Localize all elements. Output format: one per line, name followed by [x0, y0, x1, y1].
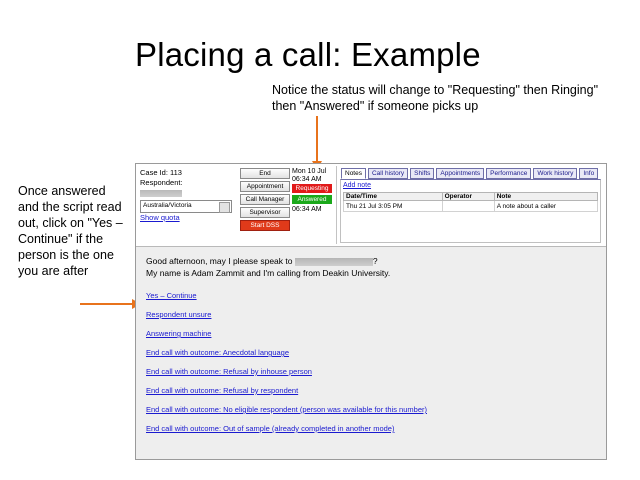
call-status-column — [292, 168, 340, 214]
add-note-link[interactable]: Add note — [343, 182, 372, 189]
column-datetime: Date/Time — [344, 193, 443, 201]
notes-table — [343, 192, 598, 212]
option-refusal-respondent[interactable]: End call with outcome: Refusal by respondent — [146, 386, 299, 395]
status-time-1: 06:34 AM — [292, 176, 322, 183]
table-header-row — [344, 193, 598, 201]
option-anecdotal-language[interactable]: End call with outcome: Anecdotal language — [146, 348, 290, 357]
case-id-label: Case Id: 113 — [140, 168, 182, 177]
respondent-label: Respondent: — [140, 178, 183, 187]
script-line-1-after: ? — [372, 256, 378, 266]
cell-datetime: Thu 21 Jul 3:05 PM — [344, 201, 443, 212]
option-refusal-inhouse[interactable]: End call with outcome: Refusal by inhouse person — [146, 367, 312, 376]
option-no-eligible-respondent[interactable]: End call with outcome: No eligible respondent (person was available for this number) — [146, 405, 427, 414]
region-select[interactable] — [140, 200, 232, 213]
table-row[interactable] — [344, 201, 598, 212]
column-note: Note — [494, 193, 597, 201]
appointment-button[interactable]: Appointment — [240, 181, 290, 192]
status-time-2: 06:34 AM — [292, 206, 322, 213]
option-respondent-unsure[interactable]: Respondent unsure — [146, 310, 212, 319]
option-answering-machine[interactable]: Answering machine — [146, 329, 212, 338]
script-line-1 — [146, 255, 596, 267]
arrow-down-icon — [316, 116, 318, 162]
case-info — [140, 168, 235, 223]
redacted-respondent-name — [140, 190, 182, 197]
start-dss-button[interactable]: Start DSS — [240, 220, 290, 231]
call-manager-button[interactable]: Call Manager — [240, 194, 290, 205]
show-quota-link[interactable]: Show quota — [140, 213, 180, 222]
arrow-right-icon — [80, 303, 132, 305]
script-line-1-before: Good afternoon, may I please speak to — [146, 256, 295, 266]
script-line-2: My name is Adam Zammit and I'm calling from Deakin University. — [146, 268, 391, 278]
cell-operator — [442, 201, 494, 212]
app-header-panel — [136, 164, 606, 247]
action-button-column — [240, 168, 292, 233]
end-button[interactable]: End — [240, 168, 290, 179]
option-yes-continue[interactable]: Yes – Continue — [146, 291, 197, 300]
tab-shifts[interactable]: Shifts — [410, 168, 434, 179]
tab-strip — [337, 166, 604, 179]
annotation-left: Once answered and the script read out, click on "Yes – Continue" if the person is the one you are after — [18, 184, 123, 278]
supervisor-button[interactable]: Supervisor — [240, 207, 290, 218]
notes-tab-body — [340, 179, 601, 243]
redacted-name — [295, 258, 373, 266]
tab-work-history[interactable]: Work history — [533, 168, 577, 179]
region-select-value: Australia/Victoria — [143, 202, 192, 209]
cell-note: A note about a caller — [494, 201, 597, 212]
page-title: Placing a call: Example — [135, 36, 481, 73]
status-date: Mon 10 Jul — [292, 168, 327, 175]
tab-notes[interactable]: Notes — [341, 168, 366, 179]
script-panel — [136, 247, 606, 459]
script-option-list — [146, 291, 596, 433]
option-out-of-sample[interactable]: End call with outcome: Out of sample (already completed in another mode) — [146, 424, 395, 433]
tab-appointments[interactable]: Appointments — [436, 168, 484, 179]
tab-info[interactable]: Info — [579, 168, 598, 179]
tab-call-history[interactable]: Call history — [368, 168, 408, 179]
status-badge-answered: Answered — [292, 195, 332, 204]
annotation-top: Notice the status will change to "Requesting" then Ringing" then "Answered" if someone picks up — [272, 83, 599, 113]
status-badge-requesting: Requesting — [292, 184, 332, 193]
tab-panel — [336, 166, 604, 244]
tab-performance[interactable]: Performance — [486, 168, 531, 179]
column-operator: Operator — [442, 193, 494, 201]
app-screenshot — [135, 163, 607, 460]
